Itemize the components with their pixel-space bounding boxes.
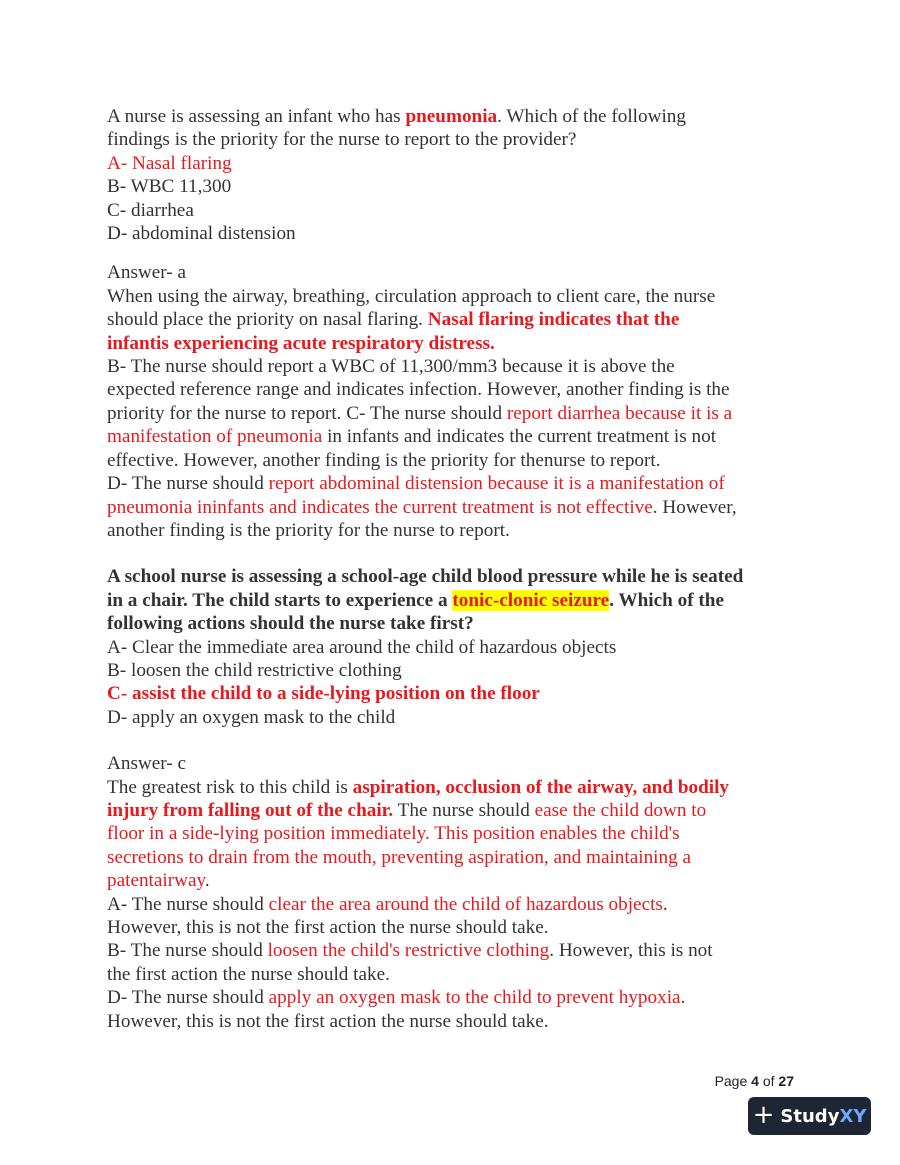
q1-option-b: B- WBC 11,300	[107, 176, 232, 198]
q1-option-a: A- Nasal flaring	[107, 152, 232, 174]
q1-option-d: D- abdominal distension	[107, 223, 296, 245]
q1-exp-line-3: infantis experiencing acute respiratory distress.	[107, 332, 495, 354]
q2-exp-line-10: D- The nurse should apply an oxygen mask to the child to prevent hypoxia.	[107, 987, 686, 1009]
q1-keyword: pneumonia	[405, 106, 498, 127]
q2-exp-line-3: floor in a side-lying position immediately. This position enables the child's	[107, 823, 680, 845]
q2-option-d: D- apply an oxygen mask to the child	[107, 706, 396, 728]
q1-exp-line-4: B- The nurse should report a WBC of 11,300/mm3 because it is above the	[107, 356, 675, 378]
q2-exp-line-4: secretions to drain from the mouth, preventing aspiration, and maintaining a	[107, 846, 692, 868]
q1-exp-line-9: D- The nurse should report abdominal distension because it is a manifestation of	[107, 473, 725, 495]
q2-exp-line-11: However, this is not the first action the nurse should take.	[107, 1010, 549, 1032]
q2-option-a: A- Clear the immediate area around the child of hazardous objects	[107, 636, 617, 658]
q2-exp-line-6: A- The nurse should clear the area around the child of hazardous objects.	[107, 893, 668, 915]
page-number: Page 4 of 27	[714, 1073, 794, 1089]
q2-exp-line-9: the first action the nurse should take.	[107, 963, 390, 985]
q1-exp-line-5: expected reference range and indicates infection. However, another finding is the	[107, 379, 730, 401]
q1-exp-line-11: another finding is the priority for the nurse to report.	[107, 519, 510, 541]
q1-exp-line-7: manifestation of pneumonia in infants and indicates the current treatment is not	[107, 426, 717, 448]
q1-exp-line-2: should place the priority on nasal flaring. Nasal flaring indicates that the	[107, 309, 680, 331]
q2-stem-line-1: A school nurse is assessing a school-age child blood pressure while he is seated	[107, 566, 744, 588]
q1-answer: Answer- a	[107, 262, 186, 284]
logo-text: StudyXY	[780, 1105, 867, 1127]
q2-exp-line-1: The greatest risk to this child is aspiration, occlusion of the airway, and bodily	[107, 776, 730, 798]
q1-exp-line-6: priority for the nurse to report. C- The nurse should report diarrhea because it is a	[107, 402, 733, 424]
q2-option-b: B- loosen the child restrictive clothing	[107, 659, 402, 681]
plus-icon: +	[752, 1100, 775, 1130]
q1-exp-line-10: pneumonia ininfants and indicates the current treatment is not effective. However,	[107, 496, 737, 518]
q2-exp-line-2: injury from falling out of the chair. The nurse should ease the child down to	[107, 799, 707, 821]
q2-keyword: tonic-clonic seizure	[452, 589, 610, 611]
q2-answer: Answer- c	[107, 753, 186, 775]
q1-stem-line-2: findings is the priority for the nurse to report to the provider?	[107, 129, 577, 151]
q2-exp-line-7: However, this is not the first action the nurse should take.	[107, 917, 549, 938]
q2-exp-line-5: patentairway.	[107, 870, 210, 892]
q2-stem-line-3: following actions should the nurse take first?	[107, 613, 474, 635]
q1-exp-line-8: effective. However, another finding is the priority for thenurse to report.	[107, 449, 661, 471]
q2-exp-line-8: B- The nurse should loosen the child's restrictive clothing. However, this is not	[107, 940, 713, 962]
q1-stem-line-1: A nurse is assessing an infant who has pneumonia. Which of the following	[107, 106, 686, 127]
q1-exp-line-1: When using the airway, breathing, circulation approach to client care, the nurse	[107, 285, 716, 307]
q2-stem-line-2: in a chair. The child starts to experience a tonic-clonic seizure. Which of the	[107, 589, 724, 611]
document-body	[107, 105, 797, 1033]
studyxy-logo[interactable]	[748, 1097, 871, 1135]
q1-option-c: C- diarrhea	[107, 199, 194, 221]
q2-option-c: C- assist the child to a side-lying position on the floor	[107, 683, 540, 705]
